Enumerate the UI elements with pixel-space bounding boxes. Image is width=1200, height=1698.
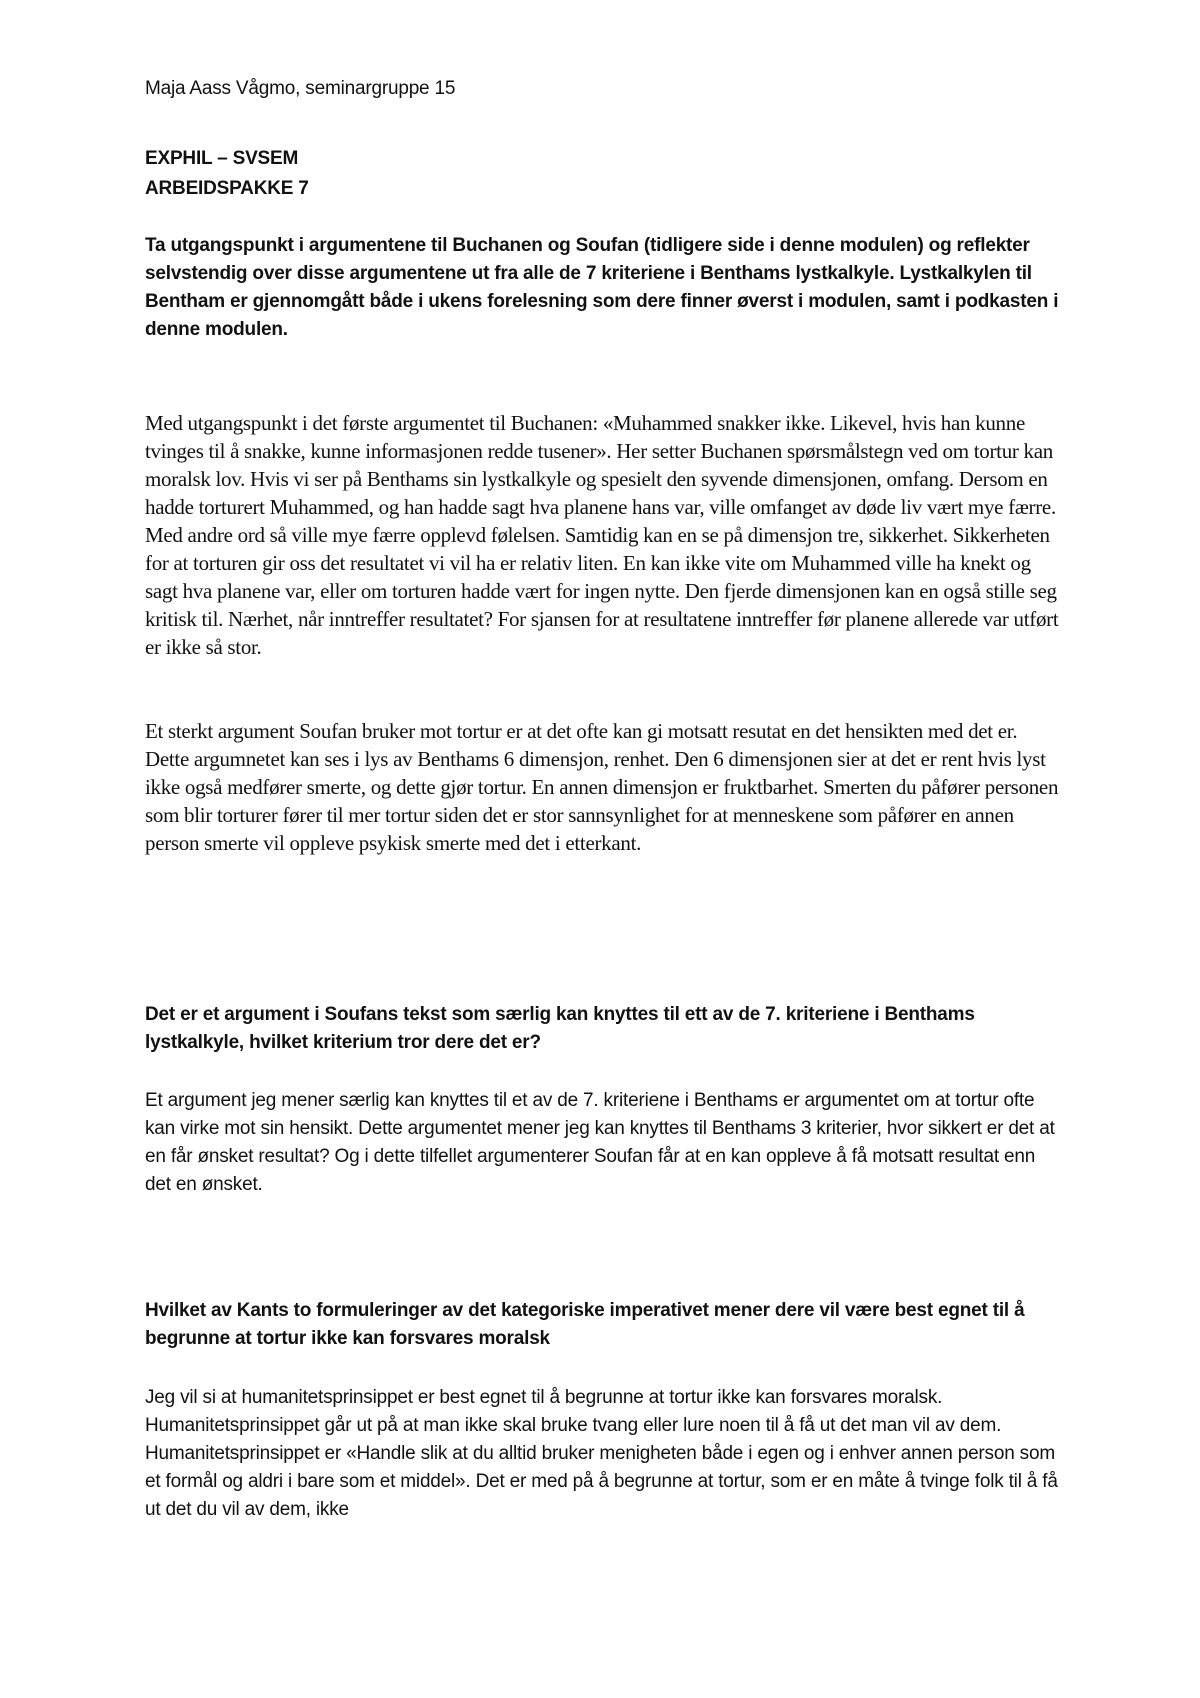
task1-answer-paragraph: Med utgangspunkt i det første argumentet til Buchanen: «Muhammed snakker ikke. Likevel, hvis han kunne tvinges til å snakke, kunne informasjonen redde tusener». Her setter Buchanen spørsmålstegn ved om tortur kan moralsk lov. Hvis vi ser på Benthams sin lystkalkyle og spesielt den syvende dimensjonen, omfang. Dersom en hadde torturert Muhammed, og han hadde sagt hva planene hans var, ville omfanget av døde liv vært mye færre. Med andre ord så ville mye færre opplevd følelsen. Samtidig kan en se på dimensjon tre, sikkerhet. Sikkerheten for at torturen gir oss det resultatet vi vil ha er relativ liten. En kan ikke vite om Muhammed ville ha knekt og sagt hva planene var, eller om torturen hadde vært for ingen nytte. Den fjerde dimensjonen kan en også stille seg kritisk til. Nærhet, når inntreffer resultatet? For sjansen for at resultatene inntreffer før planene allerede var utført er ikke så stor.	[145, 411, 1059, 659]
course-code: EXPHIL – SVSEM	[145, 148, 299, 169]
task2-answer: Et argument jeg mener særlig kan knyttes til et av de 7. kriteriene i Benthams er argumentet om at tortur ofte kan virke mot sin hensikt. Dette argumentet mener jeg kan knyttes til Benthams 3 kriterier, hvor sikkert er det at en får ønsket resultat? Og i dette tilfellet argumenterer Soufan får at en kan oppleve å få motsatt resultat enn det en ønsket.	[145, 1090, 1055, 1195]
task1-answer-paragraph: Et sterkt argument Soufan bruker mot tortur er at det ofte kan gi motsatt resutat en det hensikten med det er. Dette argumnetet kan ses i lys av Benthams 6 dimensjon, renhet. Den 6 dimensjonen sier at det er rent hvis lyst ikke også medfører smerte, og dette gjør tortur. En annen dimensjon er fruktbarhet. Smerten du påfører personen som blir torturer fører til mer tortur siden det er stor sannsynlighet for at menneskene som påfører en annen person smerte vil oppleve psykisk smerte med det i etterkant.	[145, 719, 1059, 855]
task2-question: Det er et argument i Soufans tekst som særlig kan knyttes til ett av de 7. kriteriene i Benthams lystkalkyle, hvilket kriterium tror dere det er?	[145, 1004, 975, 1053]
task3-answer: Jeg vil si at humanitetsprinsippet er best egnet til å begrunne at tortur ikke kan forsvares moralsk. Humanitetsprinsippet går ut på at man ikke skal bruke tvang eller lure noen til å få ut det man vil av dem. Humanitetsprinsippet er «Handle slik at du alltid bruker menigheten både i egen og i enhver annen person som et formål og aldri i bare som et middel». Det er med på å begrunne at tortur, som er en måte å tvinge folk til å få ut det du vil av dem, ikke	[145, 1387, 1058, 1520]
task3-question: Hvilket av Kants to formuleringer av det kategoriske imperativet mener dere vil være best egnet til å begrunne at tortur ikke kan forsvares moralsk	[145, 1300, 1025, 1349]
author-line: Maja Aass Vågmo, seminargruppe 15	[145, 78, 456, 99]
task1-prompt: Ta utgangspunkt i argumentene til Buchanen og Soufan (tidligere side i denne modulen) og reflekter selvstendig over disse argumentene ut fra alle de 7 kriteriene i Benthams lystkalkyle. Lystkalkylen til Bentham er gjennomgått både i ukens forelesning som dere finner øverst i modulen, samt i podkasten i denne modulen.	[145, 235, 1059, 340]
package-title: ARBEIDSPAKKE 7	[145, 178, 309, 199]
